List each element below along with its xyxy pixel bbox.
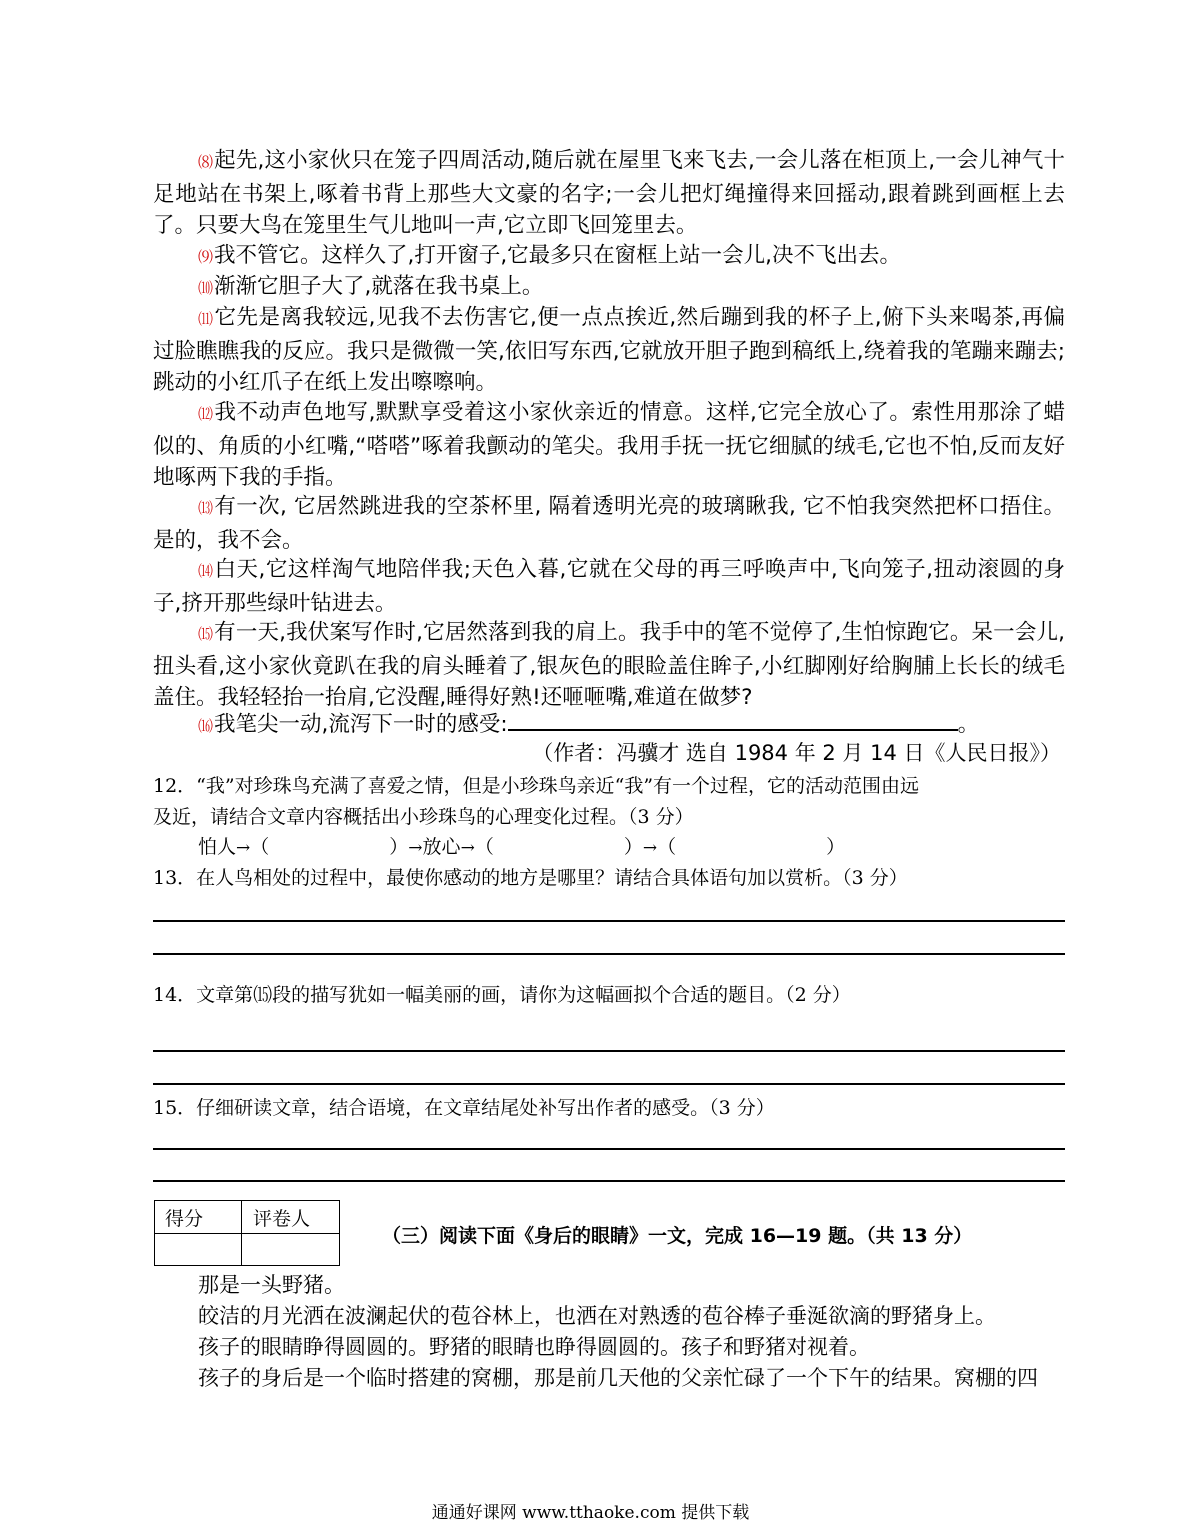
paragraph-14 — [153, 554, 1065, 619]
paragraph-text: 它先是离我较远,见我不去伤害它,便一点点挨近,然后蹦到我的杯子上,俯下头来喝茶,再偏过脸瞧瞧我的反应。我只是微微一笑,依旧写东西,它就放开胆子跑到稿纸上,绕着我的笔蹦来蹦去;跳动的小红爪子在纸上发出嚓嚓响。 — [153, 305, 1065, 395]
story-line-2: 皎洁的月光洒在波澜起伏的苞谷林上，也洒在对熟透的苞谷棒子垂涎欲滴的野猪身上。 — [198, 1304, 996, 1328]
paragraph-9 — [153, 240, 1065, 274]
paragraph-12 — [153, 397, 1065, 494]
paragraph-number: ⑽ — [198, 279, 214, 297]
paren-close: ） — [826, 836, 846, 858]
score-label: 得分 — [165, 1208, 204, 1230]
paren-close: ） — [623, 836, 643, 858]
paragraph-number: ⒃ — [198, 717, 214, 735]
paragraph-text: 白天,它这样淘气地陪伴我;天色入暮,它就在父母的再三呼唤声中,飞向笼子,扭动滚圆的身子,挤开那些绿叶钻进去。 — [153, 557, 1065, 616]
paragraph-text: 我笔尖一动,流泻下一时的感受: — [214, 712, 508, 737]
score-box-divider — [155, 1233, 339, 1234]
question-12 — [153, 771, 1065, 833]
attribution: （作者：冯骥才 选自 1984 年 2 月 14 日《人民日报》） — [532, 741, 1061, 765]
paren-open: （ — [250, 836, 270, 858]
answer-line[interactable] — [153, 1148, 1065, 1150]
paragraph-text: 我不动声色地写,默默享受着这小家伙亲近的情意。这样,它完全放心了。索性用那涂了蜡似的、角质的小红嘴,“嗒嗒”啄着我颤动的笔尖。我用手抚一抚它细腻的绒毛,它也不怕,反而友好地啄两下我的手指。 — [153, 400, 1065, 490]
paren-close: ） — [389, 836, 409, 858]
paragraph-number: ⑼ — [198, 248, 214, 266]
paragraph-number: ⒀ — [198, 499, 214, 517]
arrow-icon: → — [642, 838, 658, 858]
answer-line[interactable] — [153, 1083, 1065, 1085]
arrow-icon: → — [236, 838, 251, 858]
footer: 通通好课网 www.tthaoke.com 提供下载 — [431, 1503, 750, 1523]
answer-line[interactable] — [153, 1050, 1065, 1052]
arrow-icon: → — [460, 838, 475, 858]
story-line-3: 孩子的眼睛睁得圆圆的。野猪的眼睛也睁得圆圆的。孩子和野猪对视着。 — [198, 1335, 870, 1359]
paragraph-tail: 。 — [957, 712, 980, 737]
arrow-icon: → — [408, 838, 423, 858]
paragraph-number: ⒁ — [198, 562, 214, 580]
story-line-4: 孩子的身后是一个临时搭建的窝棚，那是前几天他的父亲忙碌了一个下午的结果。窝棚的四 — [198, 1366, 1038, 1390]
paragraph-text: 渐渐它胆子大了,就落在我书桌上。 — [214, 274, 544, 299]
paragraph-13 — [153, 491, 1065, 556]
paragraph-number: ⑾ — [198, 310, 214, 328]
paragraph-number: ⑿ — [198, 405, 214, 423]
question-13: 13．在人鸟相处的过程中，最使你感动的地方是哪里？请结合具体语句加以赏析。（3 分） — [153, 867, 908, 889]
paragraph-text: 有一天,我伏案写作时,它居然落到我的肩上。我手中的笔不觉停了,生怕惊跑它。呆一会儿,扭头看,这小家伙竟趴在我的肩头睡着了,银灰色的眼睑盖住眸子,小红脚刚好给胸脯上长长的绒毛盖住。我轻轻抬一抬肩,它没醒,睡得好熟!还咂咂嘴,难道在做梦? — [153, 620, 1065, 710]
paragraph-11 — [153, 302, 1065, 399]
paragraph-number: ⑻ — [198, 153, 214, 171]
paragraph-10 — [153, 271, 1065, 305]
paren-open: （ — [657, 836, 677, 858]
question-15: 15．仔细研读文章，结合语境，在文章结尾处补写出作者的感受。（3 分） — [153, 1097, 775, 1119]
question-14: 14．文章第⒂段的描写犹如一幅美丽的画，请你为这幅画拟个合适的题目。（2 分） — [153, 984, 851, 1006]
answer-line[interactable] — [153, 920, 1065, 922]
paren-open: （ — [474, 836, 494, 858]
paragraph-text: 有一次, 它居然跳进我的空茶杯里, 隔着透明光亮的玻璃瞅我, 它不怕我突然把杯口捂住。是的，我不会。 — [153, 494, 1065, 553]
section-3-title: （三）阅读下面《身后的眼睛》一文，完成 16—19 题。（共 13 分） — [382, 1225, 973, 1247]
question-12-line-2: 及近，请结合文章内容概括出小珍珠鸟的心理变化过程。（3 分） — [153, 806, 694, 828]
paragraph-text: 起先,这小家伙只在笼子四周活动,随后就在屋里飞来飞去,一会儿落在柜顶上,一会儿神气十足地站在书架上,啄着书背上那些大文豪的名字;一会儿把灯绳撞得来回摇动,跟着跳到画框上去了。只要大鸟在笼里生气儿地叫一声,它立即飞回笼里去。 — [153, 148, 1065, 238]
psychology-chain — [198, 832, 845, 859]
story-line-1: 那是一头野猪。 — [198, 1273, 345, 1297]
paragraph-number: ⒂ — [198, 625, 214, 643]
answer-line[interactable] — [153, 1180, 1065, 1182]
paragraph-text: 我不管它。这样久了,打开窗子,它最多只在窗框上站一会儿,决不飞出去。 — [214, 243, 902, 268]
grader-label: 评卷人 — [253, 1208, 311, 1230]
answer-line[interactable] — [153, 953, 1065, 955]
chain-start-label: 怕人 — [198, 836, 237, 858]
fill-in-blank[interactable] — [508, 707, 958, 731]
chain-mid-label: 放心 — [422, 836, 461, 858]
question-12-line-1: 12．“我”对珍珠鸟充满了喜爱之情，但是小珍珠鸟亲近“我”有一个过程，它的活动范围由远 — [153, 775, 920, 797]
score-box — [154, 1200, 340, 1266]
paragraph-15 — [153, 617, 1065, 714]
paragraph-8 — [153, 145, 1065, 242]
